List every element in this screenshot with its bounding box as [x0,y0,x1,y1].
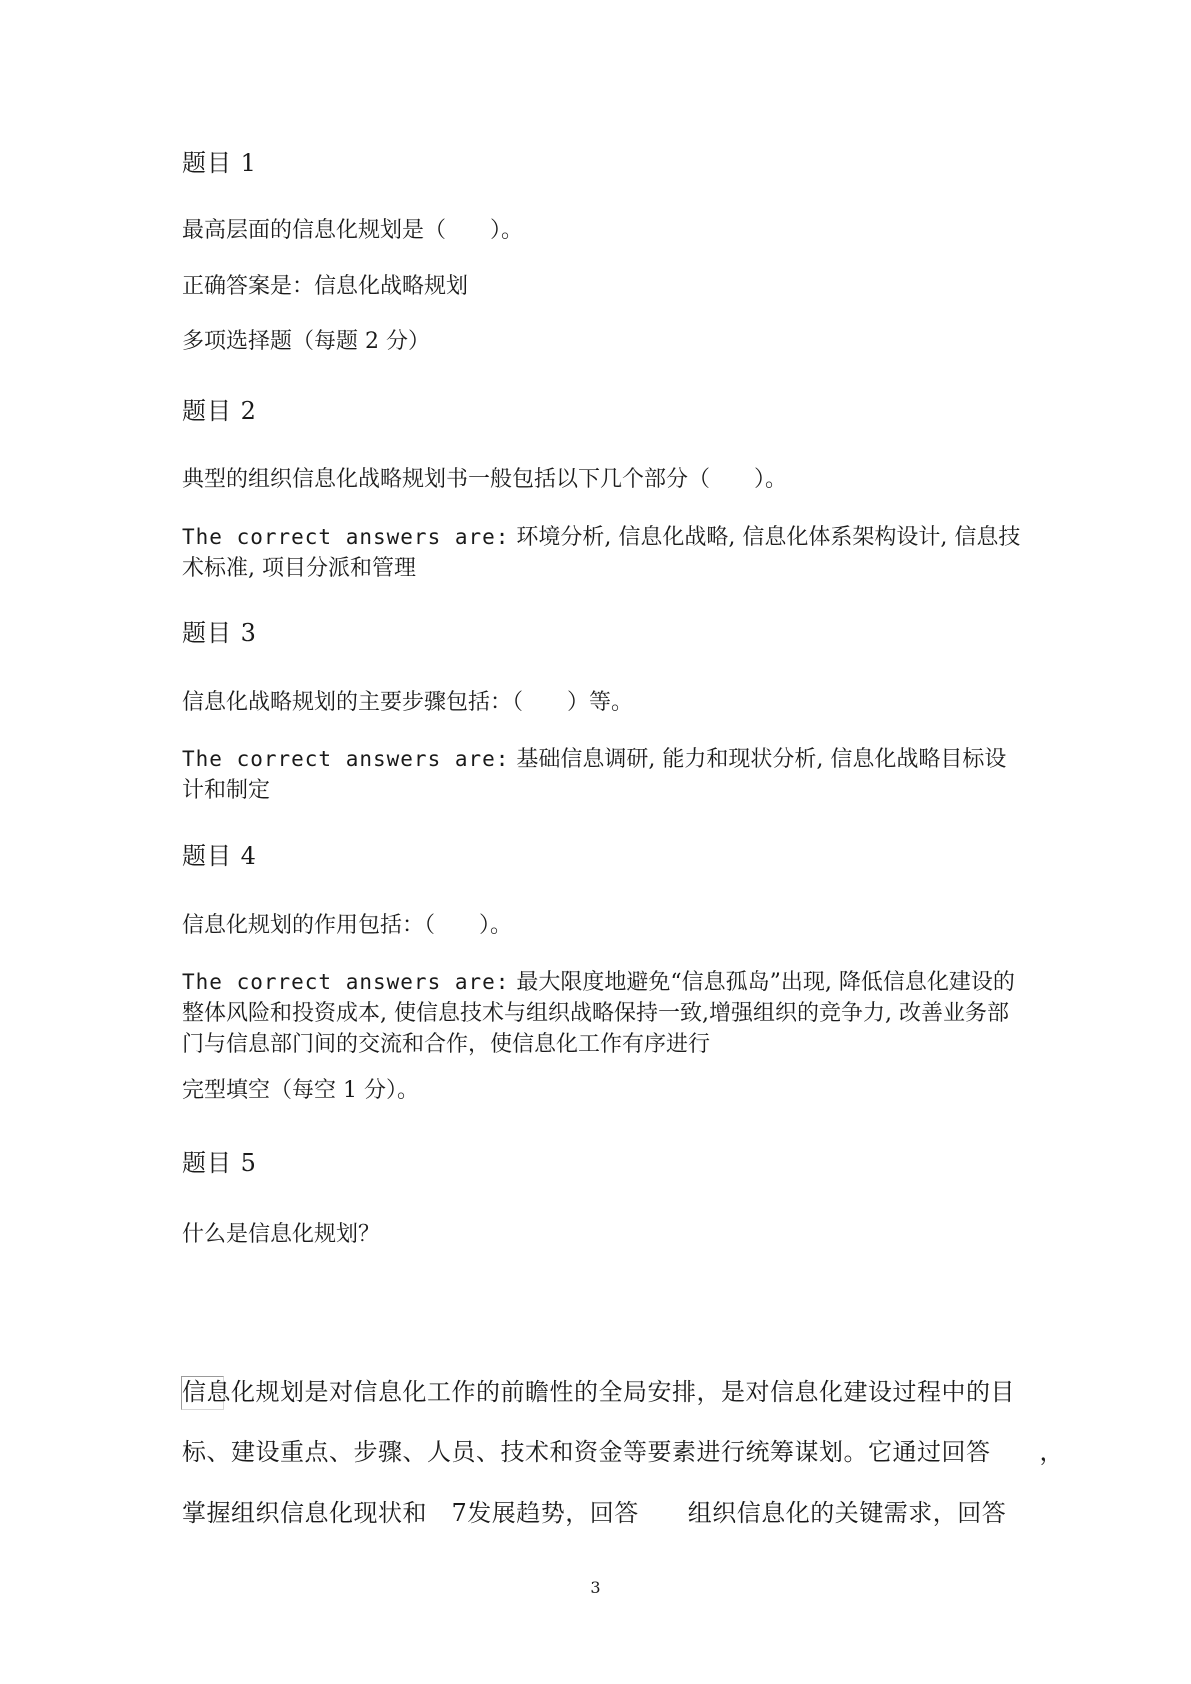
q1-heading: 题目 1 [182,149,257,177]
q3-heading: 题目 3 [182,619,257,647]
q3-answer [182,744,1022,806]
section-multiple-choice: 多项选择题（每题 2 分） [182,329,430,354]
q5-heading: 题目 5 [182,1149,257,1177]
q4-answer [182,967,1022,1060]
q1-question: 最高层面的信息化规划是（ ）。 [182,218,524,243]
q2-answer-prefix: The correct answers are: [182,525,510,549]
q2-question: 典型的组织信息化战略规划书一般包括以下几个部分（ ）。 [182,467,788,492]
q2-answer [182,522,1022,584]
q5-question: 什么是信息化规划？ [182,1222,381,1247]
q3-answer-text: 基础信息调研, 能力和现状分析, 信息化战略目标设计和制定 [182,747,1007,803]
q5-paragraph-line-3: 掌握组织信息化现状和 7发展趋势，回答 组织信息化的关键需求，回答 [182,1499,1007,1527]
q4-answer-prefix: The correct answers are: [182,970,510,994]
q4-question: 信息化规划的作用包括：（ ）。 [182,913,513,938]
q4-heading: 题目 4 [182,842,257,870]
q2-heading: 题目 2 [182,397,257,425]
q5-paragraph-line-2: 标、建设重点、步骤、人员、技术和资金等要素进行统筹谋划。它通过回答 ， [182,1438,1064,1466]
q5-paragraph-line-1: 信息化规划是对信息化工作的前瞻性的全局安排，是对信息化建设过程中的目 [182,1378,1015,1406]
q1-answer: 正确答案是：信息化战略规划 [182,274,469,299]
q4-answer-text: 最大限度地避免“信息孤岛”出现, 降低信息化建设的整体风险和投资成本, 使信息技术与组织战略保持一致,增强组织的竞争力, 改善业务部门与信息部门间的交流和合作，使信息化工作有序进行 [182,970,1015,1057]
section-cloze: 完型填空（每空 1 分）。 [182,1078,419,1103]
q2-answer-text: 环境分析, 信息化战略, 信息化体系架构设计, 信息技术标准, 项目分派和管理 [182,525,1021,581]
q3-question: 信息化战略规划的主要步骤包括：（ ）等。 [182,690,634,715]
page-number: 3 [590,1578,601,1597]
q3-answer-prefix: The correct answers are: [182,747,510,771]
